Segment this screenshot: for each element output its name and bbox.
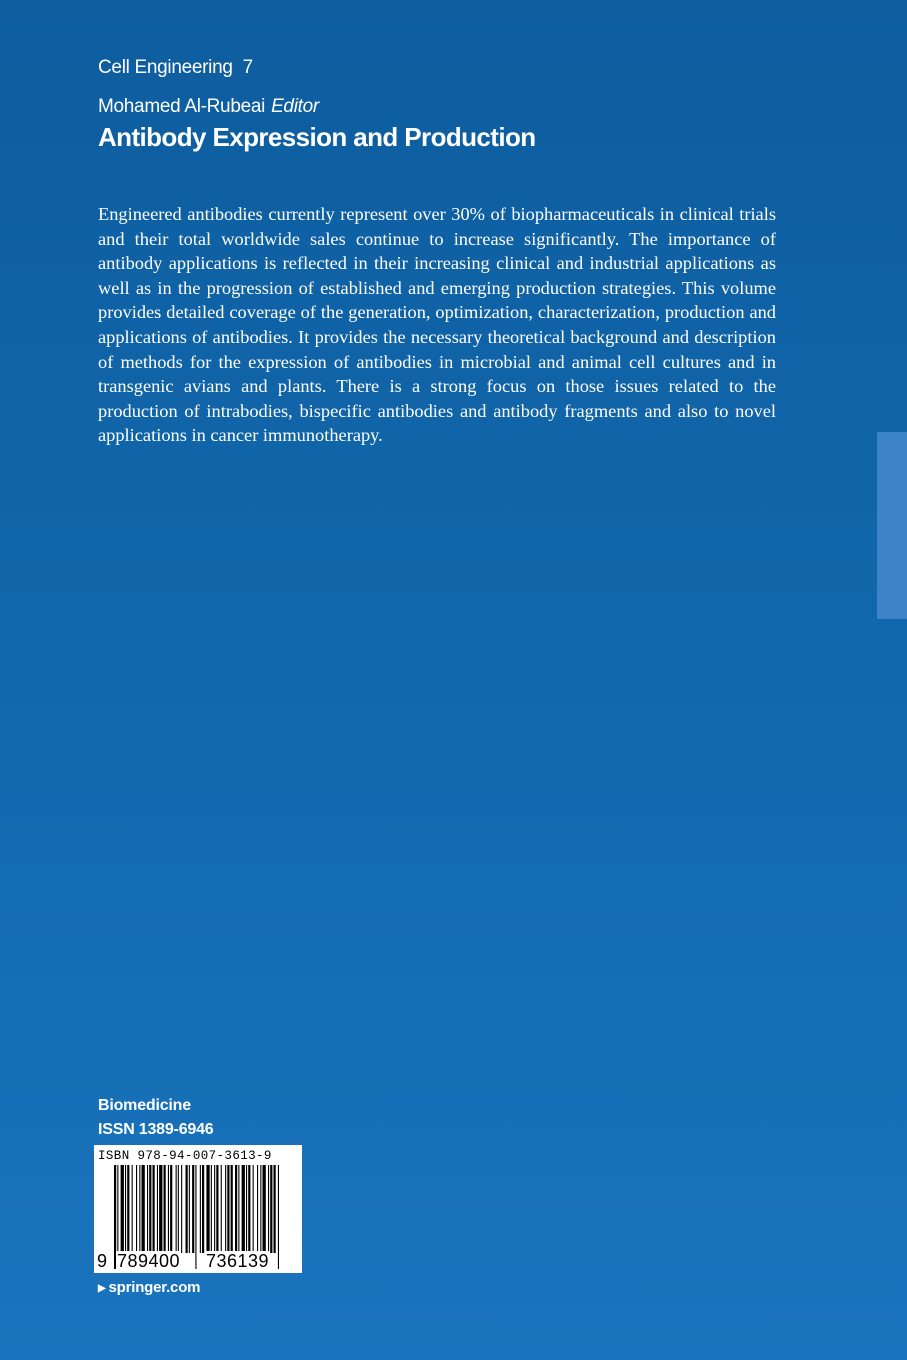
publisher-url: springer.com [108,1279,201,1296]
ean-left-group: 789400 [117,1251,181,1271]
book-title: Antibody Expression and Production [98,122,536,152]
series-line [98,57,253,79]
editor-line [98,96,319,118]
book-description: Engineered antibodies currently represent over 30% of biopharmaceuticals in clinical trials and their total worldwide sales continue to increase significantly. The importance of antibody applications is reflected in their increasing clinical and industrial applications as well as in the progression of established and emerging production strategies. This volume provides detailed coverage of the generation, optimization, characterization, production and applications of antibodies. It provides the necessary theoretical background and description of methods for the expression of antibodies in microbial and animal cell cultures and in transgenic avians and plants. There is a strong focus on those issues related to the production of intrabodies, bispecific antibodies and antibody fragments and also to novel applications in cancer immunotherapy. [98,204,776,446]
series-volume: 7 [242,57,253,78]
barcode-box [94,1145,302,1273]
issn-number: ISSN 1389-6946 [98,1121,214,1138]
spine-tab-decoration [877,432,907,619]
triangle-right-icon: ▶ [98,1283,106,1294]
ean-first-digit: 9 [97,1251,108,1271]
publisher-link[interactable] [98,1279,200,1296]
editor-role: Editor [271,96,319,117]
series-name: Cell Engineering [98,57,233,78]
isbn-text: ISBN 978-94-007-3613-9 [98,1149,272,1163]
subject-category: Biomedicine [98,1097,191,1114]
editor-name: Mohamed Al-Rubeai [98,96,266,117]
ean-right-group: 736139 [206,1251,270,1271]
